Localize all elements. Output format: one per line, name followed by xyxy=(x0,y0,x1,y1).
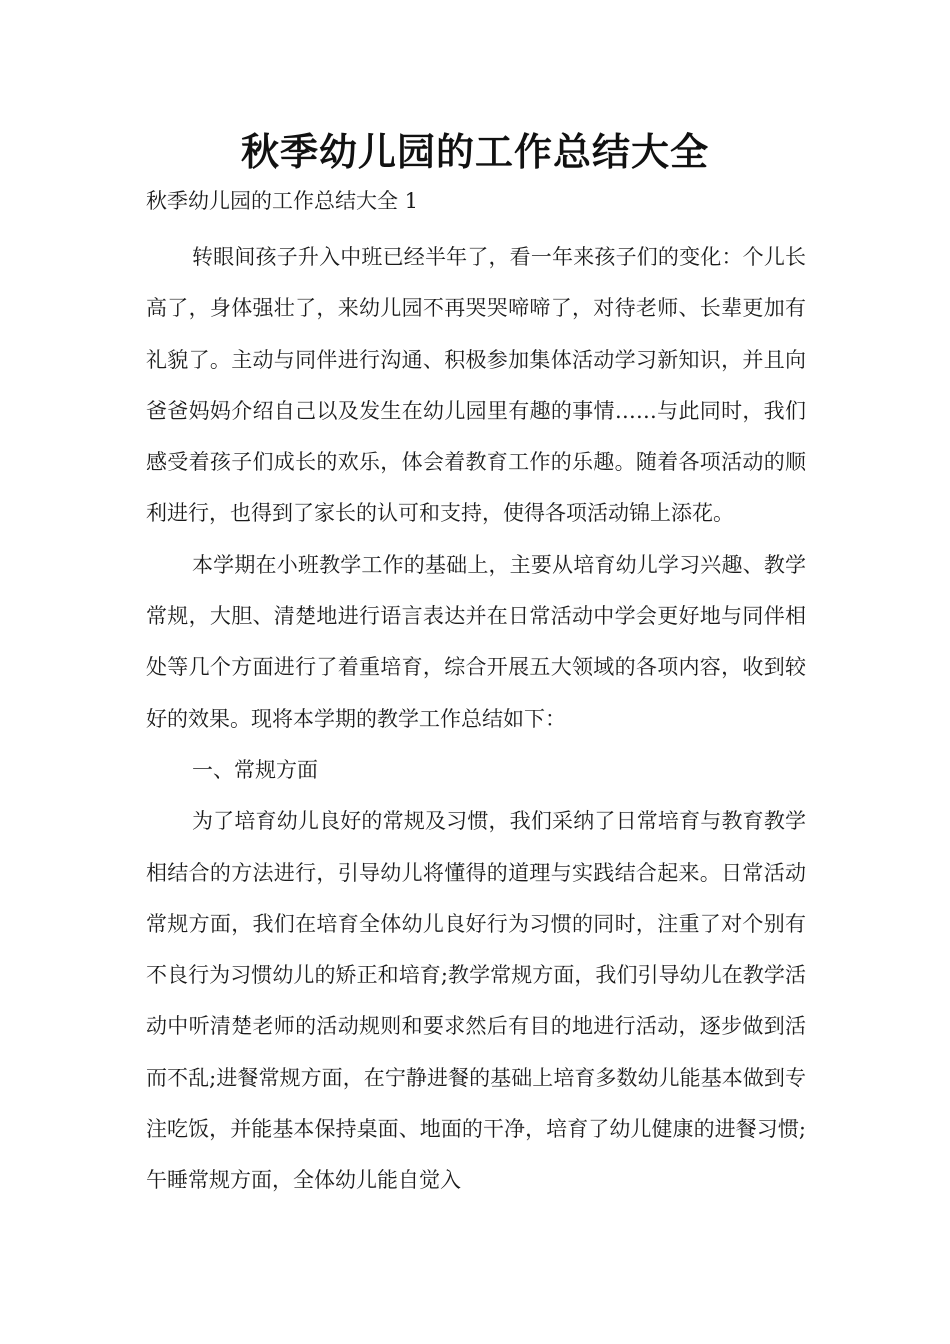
paragraph-semester: 本学期在小班教学工作的基础上，主要从培育幼儿学习兴趣、教学常规，大胆、清楚地进行语言表达并在日常活动中学会更好地与同伴相处等几个方面进行了着重培育，综合开展五大领域的各项内容，收到较好的效果。现将本学期的教学工作总结如下： xyxy=(146,552,806,731)
section-subtitle: 秋季幼儿园的工作总结大全 1 xyxy=(146,189,419,213)
section-heading-routine: 一、常规方面 xyxy=(192,757,318,782)
document-body xyxy=(146,232,806,1207)
paragraph-routine: 为了培育幼儿良好的常规及习惯，我们采纳了日常培育与教育教学相结合的方法进行，引导幼儿将懂得的道理与实践结合起来。日常活动常规方面，我们在培育全体幼儿良好行为习惯的同时，注重了对个别有不良行为习惯幼儿的矫正和培育;教学常规方面，我们引导幼儿在教学活动中听清楚老师的活动规则和要求然后有目的地进行活动，逐步做到活而不乱;进餐常规方面，在宁静进餐的基础上培育多数幼儿能基本做到专注吃饭，并能基本保持桌面、地面的干净，培育了幼儿健康的进餐习惯;午睡常规方面，全体幼儿能自觉入 xyxy=(146,809,806,1193)
paragraph-intro: 转眼间孩子升入中班已经半年了，看一年来孩子们的变化：个儿长高了，身体强壮了，来幼儿园不再哭哭啼啼了，对待老师、长辈更加有礼貌了。主动与同伴进行沟通、积极参加集体活动学习新知识，并且向爸爸妈妈介绍自己以及发生在幼儿园里有趣的事情……与此同时，我们感受着孩子们成长的欢乐，体会着教育工作的乐趣。随着各项活动的顺利进行，也得到了家长的认可和支持，使得各项活动锦上添花。 xyxy=(146,245,806,526)
document-title: 秋季幼儿园的工作总结大全 xyxy=(240,130,709,174)
